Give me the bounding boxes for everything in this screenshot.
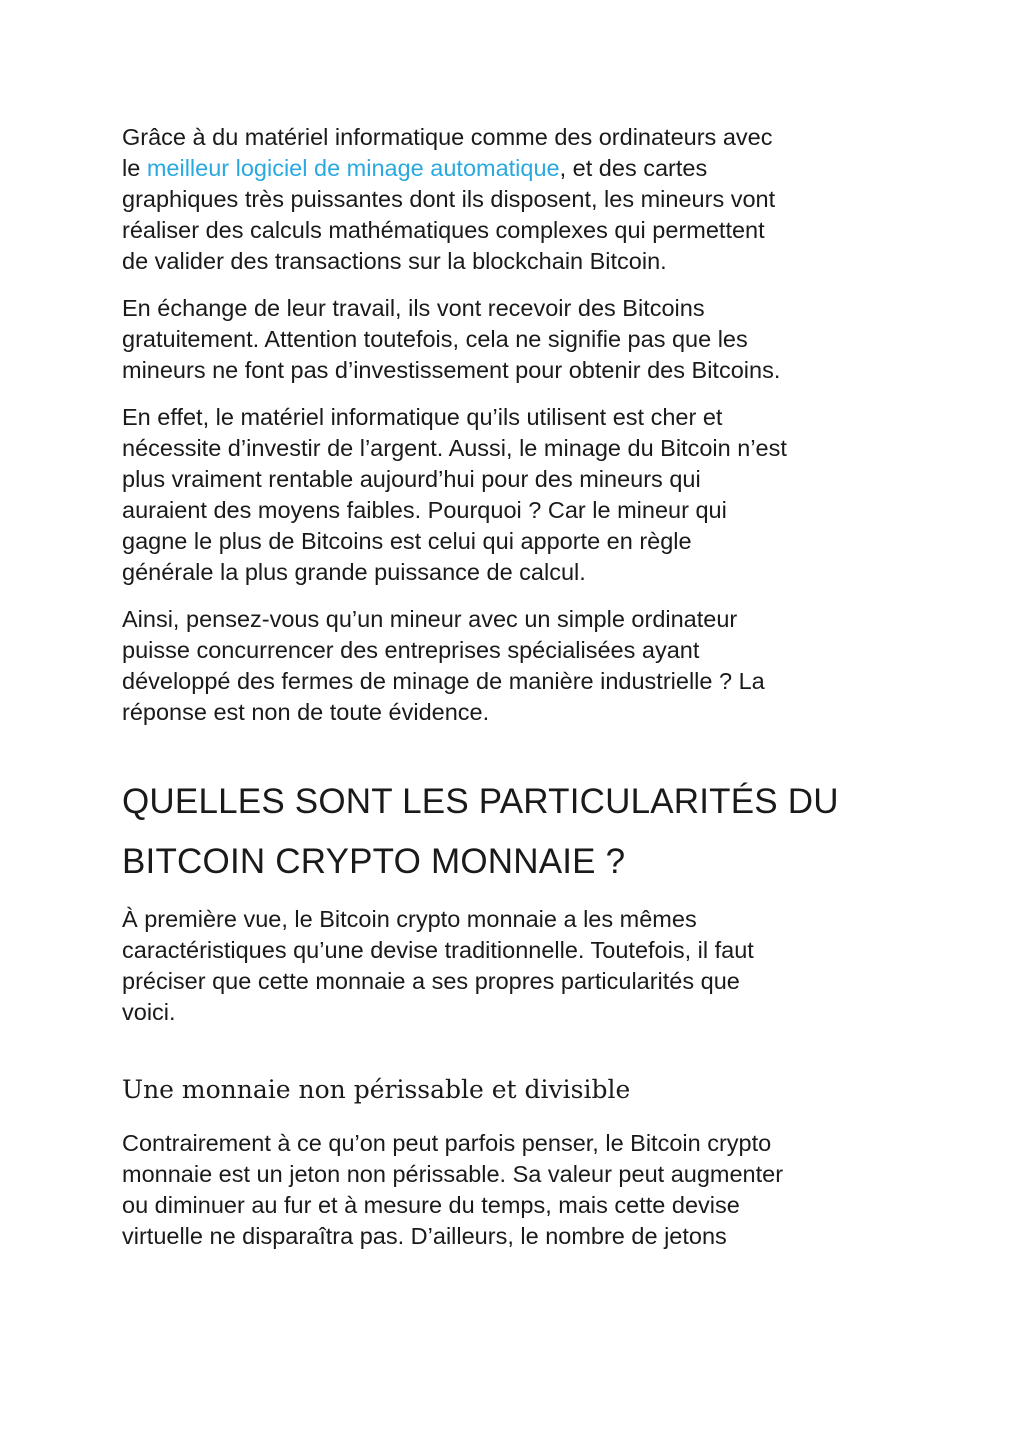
subheading-non-perishable: Une monnaie non périssable et divisible [122, 1075, 631, 1104]
paragraph-text-end: , et des cartes graphiques très puissantes dont ils disposent, les mineurs vont réaliser des calculs mathématiques complexes qui permettent de valider des transactions sur la blockchain Bitcoin. [122, 155, 776, 274]
paragraph-particularities-intro: À première vue, le Bitcoin crypto monnaie a les mêmes caractéristiques qu’une devise traditionnelle. Toutefois, il faut préciser que cette monnaie a ses propres particularités que voici. [122, 906, 754, 1025]
section-heading-particularities: QUELLES SONT LES PARTICULARITÉS DU BITCOIN CRYPTO MONNAIE ? [122, 782, 839, 881]
mining-software-link[interactable]: meilleur logiciel de minage automatique [146, 155, 560, 181]
paragraph-industrial-mining: Ainsi, pensez-vous qu’un mineur avec un simple ordinateur puisse concurrencer des entreprises spécialisées ayant développé des fermes de minage de manière industrielle ? La réponse est non de toute évidence. [122, 606, 765, 725]
paragraph-text-start: Grâce à du matériel informatique comme des ordinateurs avec le [122, 124, 773, 181]
paragraph-mining-reward: En échange de leur travail, ils vont recevoir des Bitcoins gratuitement. Attention toutefois, cela ne signifie pas que les mineurs ne font pas d’investissement pour obtenir des Bitcoins. [122, 295, 781, 383]
paragraph-mining-cost: En effet, le matériel informatique qu’ils utilisent est cher et nécessite d’investir de l’argent. Aussi, le minage du Bitcoin n’est plus vraiment rentable aujourd’hui pour des mineurs qui auraient des moyens faibles. Pourquoi ? Car le mineur qui gagne le plus de Bitcoins est celui qui apporte en règle générale la plus grande puissance de calcul. [122, 404, 787, 585]
paragraph-mining-hardware [122, 122, 922, 277]
paragraph-non-perishable: Contrairement à ce qu’on peut parfois penser, le Bitcoin crypto monnaie est un jeton non périssable. Sa valeur peut augmenter ou diminuer au fur et à mesure du temps, mais cette devise virtuelle ne disparaîtra pas. D’ailleurs, le nombre de jetons [122, 1130, 784, 1249]
document-page [122, 122, 922, 1268]
